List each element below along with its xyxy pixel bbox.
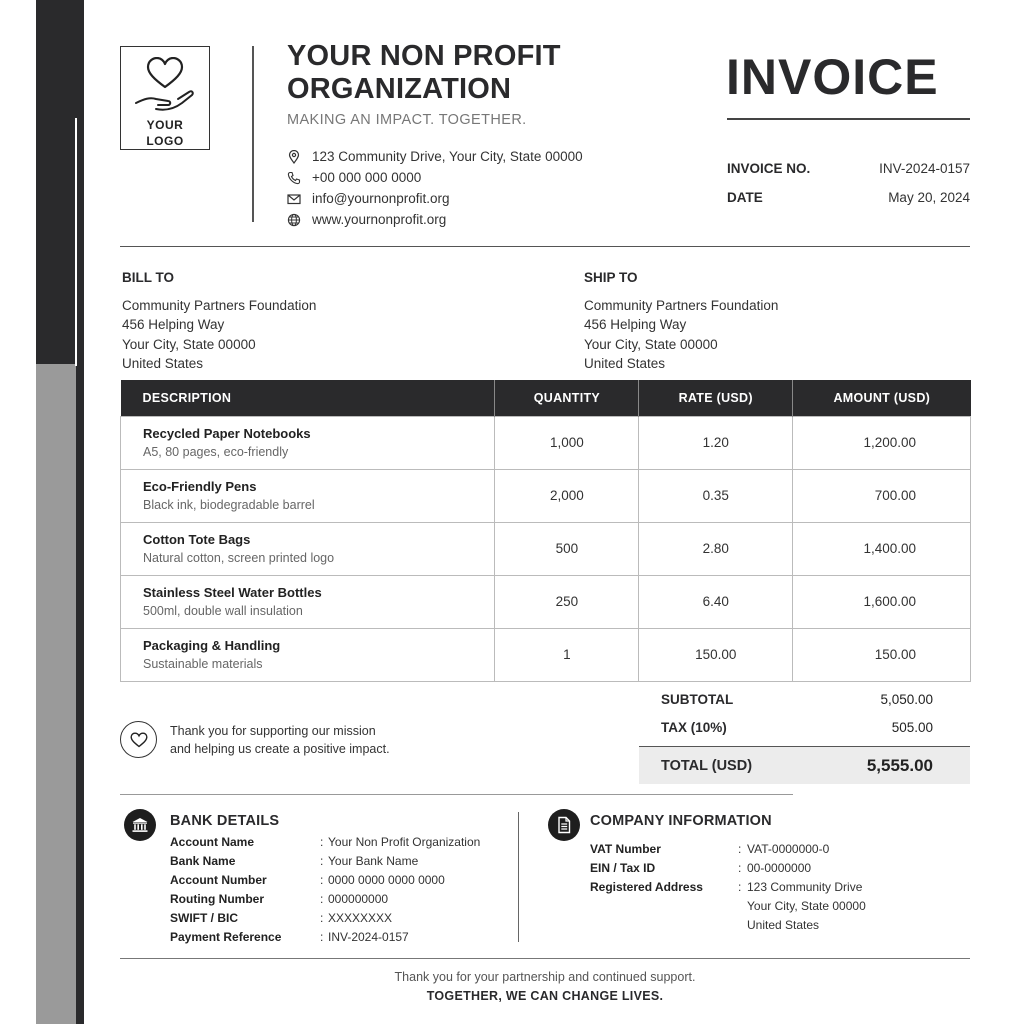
table-row bbox=[121, 522, 971, 575]
company-vat-value: VAT-0000000-0 bbox=[747, 841, 830, 856]
table-row bbox=[121, 469, 971, 522]
subtotal-row bbox=[639, 692, 970, 707]
company-ein-label: EIN / Tax ID bbox=[590, 860, 656, 875]
total-value: 5,555.00 bbox=[866, 755, 933, 775]
contact-website[interactable] bbox=[287, 209, 583, 230]
footer-slogan: TOGETHER, WE CAN CHANGE LIVES. bbox=[426, 989, 664, 1003]
contact-email-text[interactable]: info@yournonprofit.org bbox=[312, 191, 450, 206]
company-vat-label: VAT Number bbox=[590, 841, 661, 856]
bank-key: Account Name bbox=[170, 834, 255, 849]
bank-value: INV-2024-0157 bbox=[328, 929, 409, 944]
invoice-number-label: INVOICE NO. bbox=[727, 161, 811, 176]
bank-row: Routing Number : 000000000 bbox=[170, 891, 389, 906]
company-reg-line: 123 Community Drive bbox=[747, 879, 863, 894]
contact-email[interactable] bbox=[287, 188, 583, 209]
heart-hand-icon bbox=[134, 57, 196, 115]
footer-rule bbox=[120, 958, 970, 959]
table-row bbox=[121, 575, 971, 628]
bank-row: Account Number : 0000 0000 0000 0000 bbox=[170, 872, 445, 887]
bank-value: XXXXXXXX bbox=[328, 910, 393, 925]
item-description bbox=[121, 522, 495, 575]
total-row bbox=[639, 746, 970, 784]
bill-to bbox=[122, 268, 316, 374]
table-row bbox=[121, 416, 971, 469]
thanks-line2: and helping us create a positive impact. bbox=[170, 742, 390, 756]
bank-row: Account Name : Your Non Profit Organization bbox=[170, 834, 481, 849]
bank-row: Payment Reference : INV-2024-0157 bbox=[170, 929, 409, 944]
bill-to-title: BILL TO bbox=[122, 270, 175, 285]
bank-row: Bank Name : Your Bank Name bbox=[170, 853, 419, 868]
invoice-number-row bbox=[727, 161, 970, 176]
document-icon bbox=[556, 816, 572, 834]
bank-details bbox=[170, 832, 480, 946]
company-reg-line: United States bbox=[747, 917, 820, 932]
item-name: Eco-Friendly Pens bbox=[143, 479, 257, 494]
item-quantity: 1,000 bbox=[495, 416, 639, 469]
item-description bbox=[121, 628, 495, 681]
total-label: TOTAL (USD) bbox=[661, 757, 753, 774]
logo bbox=[120, 46, 210, 150]
bank-value: Your Bank Name bbox=[328, 853, 419, 868]
col-header-quantity: QUANTITY bbox=[495, 380, 639, 416]
item-quantity: 1 bbox=[495, 628, 639, 681]
company-row-address bbox=[590, 896, 866, 915]
company-badge bbox=[548, 809, 580, 841]
item-rate: 6.40 bbox=[639, 575, 793, 628]
item-rate: 0.35 bbox=[639, 469, 793, 522]
col-header-description: DESCRIPTION bbox=[121, 380, 495, 416]
ship-to-line: United States bbox=[584, 356, 666, 371]
item-amount: 1,400.00 bbox=[793, 522, 971, 575]
table-row bbox=[121, 628, 971, 681]
item-quantity: 250 bbox=[495, 575, 639, 628]
col-header-rate: RATE (USD) bbox=[639, 380, 793, 416]
item-description bbox=[121, 469, 495, 522]
ship-to-line: 456 Helping Way bbox=[584, 317, 687, 332]
item-detail: Natural cotton, screen printed logo bbox=[143, 551, 335, 565]
items-table bbox=[120, 380, 971, 682]
col-header-amount: AMOUNT (USD) bbox=[793, 380, 971, 416]
ship-to-line: Community Partners Foundation bbox=[584, 297, 779, 313]
bank-key: Account Number bbox=[170, 872, 267, 887]
company-info bbox=[590, 839, 866, 934]
bank-icon bbox=[131, 816, 149, 834]
bill-to-line: Your City, State 00000 bbox=[122, 336, 256, 352]
bank-key: Payment Reference bbox=[170, 929, 282, 944]
ship-to bbox=[584, 268, 778, 374]
item-description bbox=[121, 575, 495, 628]
item-amount: 150.00 bbox=[793, 628, 971, 681]
bank-key: Bank Name bbox=[170, 853, 236, 868]
bank-key: Routing Number bbox=[170, 891, 264, 906]
item-rate: 1.20 bbox=[639, 416, 793, 469]
logo-text-top: YOUR bbox=[146, 118, 184, 132]
subtotal-label: SUBTOTAL bbox=[661, 692, 734, 707]
company-row-address: Registered Address : 123 Community Drive bbox=[590, 879, 863, 894]
invoice-date-value: May 20, 2024 bbox=[888, 190, 970, 205]
item-rate: 150.00 bbox=[639, 628, 793, 681]
invoice-number-value: INV-2024-0157 bbox=[879, 161, 970, 176]
org-name-line1: YOUR NON PROFIT bbox=[287, 40, 561, 72]
tax-row bbox=[639, 720, 970, 735]
thanks-message bbox=[170, 722, 430, 758]
org-tagline: MAKING AN IMPACT. TOGETHER. bbox=[287, 112, 527, 128]
item-quantity: 2,000 bbox=[495, 469, 639, 522]
company-info-title: COMPANY INFORMATION bbox=[590, 813, 772, 829]
tax-value: 505.00 bbox=[891, 720, 933, 735]
bank-value: Your Non Profit Organization bbox=[328, 834, 481, 849]
org-contact bbox=[287, 146, 583, 230]
contact-address bbox=[287, 146, 583, 167]
company-row-address bbox=[590, 915, 866, 934]
invoice-title-rule bbox=[727, 118, 970, 120]
mail-icon bbox=[287, 192, 301, 206]
bank-value: 000000000 bbox=[328, 891, 389, 906]
tax-label: TAX (10%) bbox=[661, 720, 727, 735]
totals-rule bbox=[120, 794, 793, 795]
item-detail: 500ml, double wall insulation bbox=[143, 604, 303, 618]
table-header-row bbox=[121, 380, 971, 416]
org-name bbox=[287, 40, 687, 106]
bank-badge bbox=[124, 809, 156, 841]
location-pin-icon bbox=[287, 150, 301, 164]
org-name-line2: ORGANIZATION bbox=[287, 73, 512, 105]
footer-thanks: Thank you for your partnership and continued support. bbox=[394, 970, 696, 984]
contact-address-text: 123 Community Drive, Your City, State 00000 bbox=[312, 149, 583, 164]
invoice-title: INVOICE bbox=[726, 49, 939, 105]
item-detail: Sustainable materials bbox=[143, 657, 263, 671]
globe-icon bbox=[287, 213, 301, 227]
item-name: Stainless Steel Water Bottles bbox=[143, 585, 322, 600]
item-detail: A5, 80 pages, eco-friendly bbox=[143, 445, 289, 459]
company-row-ein: EIN / Tax ID : 00-0000000 bbox=[590, 860, 812, 875]
contact-phone bbox=[287, 167, 583, 188]
heart-icon bbox=[130, 732, 148, 748]
thanks-heart-badge bbox=[120, 721, 157, 758]
item-detail: Black ink, biodegradable barrel bbox=[143, 498, 315, 512]
header-rule bbox=[120, 246, 970, 247]
bill-to-line: Community Partners Foundation bbox=[122, 297, 317, 313]
item-name: Recycled Paper Notebooks bbox=[143, 426, 311, 441]
invoice-date-label: DATE bbox=[727, 190, 763, 205]
ship-to-line: Your City, State 00000 bbox=[584, 336, 718, 352]
side-strip-edge bbox=[76, 364, 84, 1024]
bill-to-line: 456 Helping Way bbox=[122, 317, 225, 332]
item-name: Cotton Tote Bags bbox=[143, 532, 251, 547]
footer-info-divider bbox=[518, 812, 519, 942]
item-quantity: 500 bbox=[495, 522, 639, 575]
company-ein-value: 00-0000000 bbox=[747, 860, 812, 875]
contact-phone-text: +00 000 000 0000 bbox=[312, 170, 422, 185]
bank-key: SWIFT / BIC bbox=[170, 910, 238, 925]
bank-row: SWIFT / BIC : XXXXXXXX bbox=[170, 910, 393, 925]
item-rate: 2.80 bbox=[639, 522, 793, 575]
phone-icon bbox=[287, 171, 301, 185]
bank-value: 0000 0000 0000 0000 bbox=[328, 872, 445, 887]
item-name: Packaging & Handling bbox=[143, 638, 281, 653]
bill-to-line: United States bbox=[122, 356, 204, 371]
company-reg-label: Registered Address bbox=[590, 879, 703, 894]
ship-to-title: SHIP TO bbox=[584, 270, 638, 285]
logo-text-bottom: LOGO bbox=[146, 134, 184, 148]
item-amount: 700.00 bbox=[793, 469, 971, 522]
contact-website-text[interactable]: www.yournonprofit.org bbox=[312, 212, 447, 227]
header-divider bbox=[252, 46, 254, 222]
item-amount: 1,200.00 bbox=[793, 416, 971, 469]
subtotal-value: 5,050.00 bbox=[880, 692, 933, 707]
thanks-line1: Thank you for supporting our mission bbox=[170, 724, 376, 738]
item-description bbox=[121, 416, 495, 469]
item-amount: 1,600.00 bbox=[793, 575, 971, 628]
invoice-date-row bbox=[727, 190, 970, 205]
company-reg-line: Your City, State 00000 bbox=[747, 898, 866, 913]
side-strip-line bbox=[75, 118, 77, 366]
bank-details-title: BANK DETAILS bbox=[170, 813, 280, 829]
company-row-vat: VAT Number : VAT-0000000-0 bbox=[590, 841, 830, 856]
